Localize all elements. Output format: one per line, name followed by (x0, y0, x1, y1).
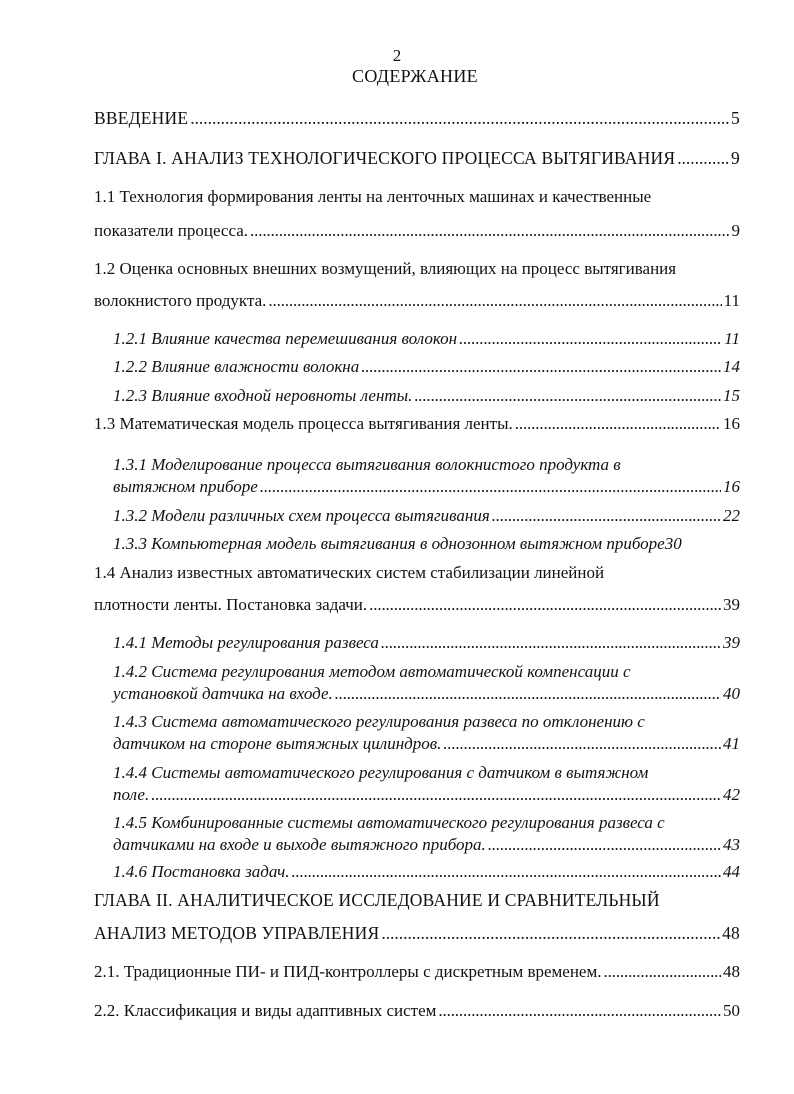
toc-entry-text: 2.2. Классификация и виды адаптивных систем (94, 1001, 437, 1020)
toc-entry-lead: 1.3.1 Моделирование процесса вытягивания волокнистого продукта в (113, 455, 621, 474)
dot-leader (361, 357, 721, 377)
toc-entry-text: вытяжном приборе (113, 477, 258, 496)
toc-entry-page: 39 (723, 595, 740, 614)
toc-entry (94, 1001, 740, 1021)
toc-entry-page: 11 (724, 329, 740, 348)
toc-entry (113, 734, 740, 754)
toc-entry-text: 1.4.6 Постановка задач. (113, 862, 290, 881)
toc-entry (113, 534, 740, 554)
dot-leader (515, 414, 721, 434)
toc-entry-text: датчиками на входе и выходе вытяжного прибора. (113, 835, 486, 854)
page-number: 2 (392, 46, 402, 65)
toc-entry-page: 5 (731, 108, 740, 128)
toc-entry (113, 477, 740, 497)
dot-leader (677, 148, 729, 169)
dot-leader (260, 477, 721, 497)
toc-entry-page: 42 (723, 785, 740, 804)
toc-entry-lead: 1.4 Анализ известных автоматических систем стабилизации линейной (94, 563, 605, 582)
dot-leader (603, 962, 721, 982)
toc-entry-lead: ГЛАВА II. АНАЛИТИЧЕСКОЕ ИССЛЕДОВАНИЕ И СРАВНИТЕЛЬНЫЙ (94, 890, 660, 910)
toc-entry-page: 22 (723, 506, 740, 525)
toc-entry (94, 962, 740, 982)
toc-entry-page: 16 (723, 477, 740, 496)
toc-entry-text: 1.2.1 Влияние качества перемешивания волокон (113, 329, 458, 348)
toc-entry (113, 633, 740, 653)
toc-entry (113, 785, 740, 805)
toc-entry (94, 923, 740, 944)
toc-entry-page: 48 (722, 923, 740, 943)
toc-entry-text: АНАЛИЗ МЕТОДОВ УПРАВЛЕНИЯ (94, 923, 380, 943)
toc-entry-page: 9 (731, 148, 740, 168)
toc-entry-page: 15 (723, 386, 740, 405)
toc-entry-text: показатели процесса. (94, 221, 249, 240)
dot-leader (292, 862, 721, 882)
dot-leader (438, 1001, 721, 1021)
toc-entry-text: плотности ленты. Постановка задачи. (94, 595, 368, 614)
toc-entry-text: 1.4.1 Методы регулирования развеса (113, 633, 379, 652)
toc-entry-lead: 1.4.4 Системы автоматического регулирования с датчиком в вытяжном (113, 763, 649, 782)
toc-entry-text: 1.2.2 Влияние влажности волокна (113, 357, 360, 376)
toc-entry-text: 1.3.3 Компьютерная модель вытягивания в однозонном вытяжном приборе (113, 534, 665, 553)
dot-leader (492, 506, 721, 526)
dot-leader (459, 329, 722, 349)
toc-entry (113, 506, 740, 526)
toc-entry-page: 39 (723, 633, 740, 652)
toc-entry (113, 684, 740, 704)
toc-entry-lead: 1.1 Технология формирования ленты на ленточных машинах и качественные (94, 187, 652, 206)
toc-entry (94, 221, 740, 241)
dot-leader (369, 595, 721, 615)
toc-entry-page: 16 (723, 414, 740, 433)
toc-entry (94, 108, 740, 129)
toc-entry-page: 48 (723, 962, 740, 981)
toc-entry-text: 1.3 Математическая модель процесса вытягивания ленты. (94, 414, 513, 433)
dot-leader (268, 291, 721, 311)
toc-entry-page: 11 (723, 291, 740, 310)
toc-entry (113, 329, 740, 349)
dot-leader (381, 633, 721, 653)
toc-entry-page: 50 (723, 1001, 740, 1020)
toc-entry-page: 41 (723, 734, 740, 753)
toc-entry-lead: 1.2 Оценка основных внешних возмущений, влияющих на процесс вытягивания (94, 259, 677, 278)
dot-leader (151, 785, 721, 805)
dot-leader (190, 108, 729, 129)
toc-entry (113, 357, 740, 377)
toc-entry-text: установкой датчика на входе. (113, 684, 333, 703)
toc-entry (113, 835, 740, 855)
dot-leader (488, 835, 721, 855)
toc-entry-text: поле. (113, 785, 150, 804)
toc-entry-text: 1.2.3 Влияние входной неровноты ленты. (113, 386, 413, 405)
toc-entry (113, 386, 740, 406)
toc-entry (113, 862, 740, 882)
toc-entry-lead: 1.4.3 Система автоматического регулирования развеса по отклонению с (113, 712, 645, 731)
dot-leader (414, 386, 721, 406)
toc-entry (94, 291, 740, 311)
toc-entry (94, 595, 740, 615)
toc-entry-text: 1.3.2 Модели различных схем процесса вытягивания (113, 506, 490, 525)
toc-entry-page: 9 (731, 221, 740, 240)
toc-entry-text: ГЛАВА I. АНАЛИЗ ТЕХНОЛОГИЧЕСКОГО ПРОЦЕССА ВЫТЯГИВАНИЯ (94, 148, 676, 168)
toc-entry-lead: 1.4.5 Комбинированные системы автоматического регулирования развеса с (113, 813, 665, 832)
toc-entry-page: 43 (723, 835, 740, 854)
toc-entry-page: 30 (664, 534, 682, 553)
dot-leader (250, 221, 729, 241)
toc-entry-text: ВВЕДЕНИЕ (94, 108, 189, 128)
toc-entry-page: 14 (723, 357, 740, 376)
toc-entry-text: волокнистого продукта. (94, 291, 267, 310)
toc-entry (94, 148, 740, 169)
toc-entry-page: 40 (723, 684, 740, 703)
toc-entry-lead: 1.4.2 Система регулирования методом автоматической компенсации с (113, 662, 631, 681)
dot-leader (443, 734, 721, 754)
toc-entry-page: 44 (723, 862, 740, 881)
dot-leader (381, 923, 720, 944)
toc-entry-text: 2.1. Традиционные ПИ- и ПИД-контроллеры с дискретным временем. (94, 962, 602, 981)
toc-entry (94, 414, 740, 434)
page-title: СОДЕРЖАНИЕ (352, 66, 478, 86)
dot-leader (335, 684, 721, 704)
toc-entry-text: датчиком на стороне вытяжных цилиндров. (113, 734, 442, 753)
